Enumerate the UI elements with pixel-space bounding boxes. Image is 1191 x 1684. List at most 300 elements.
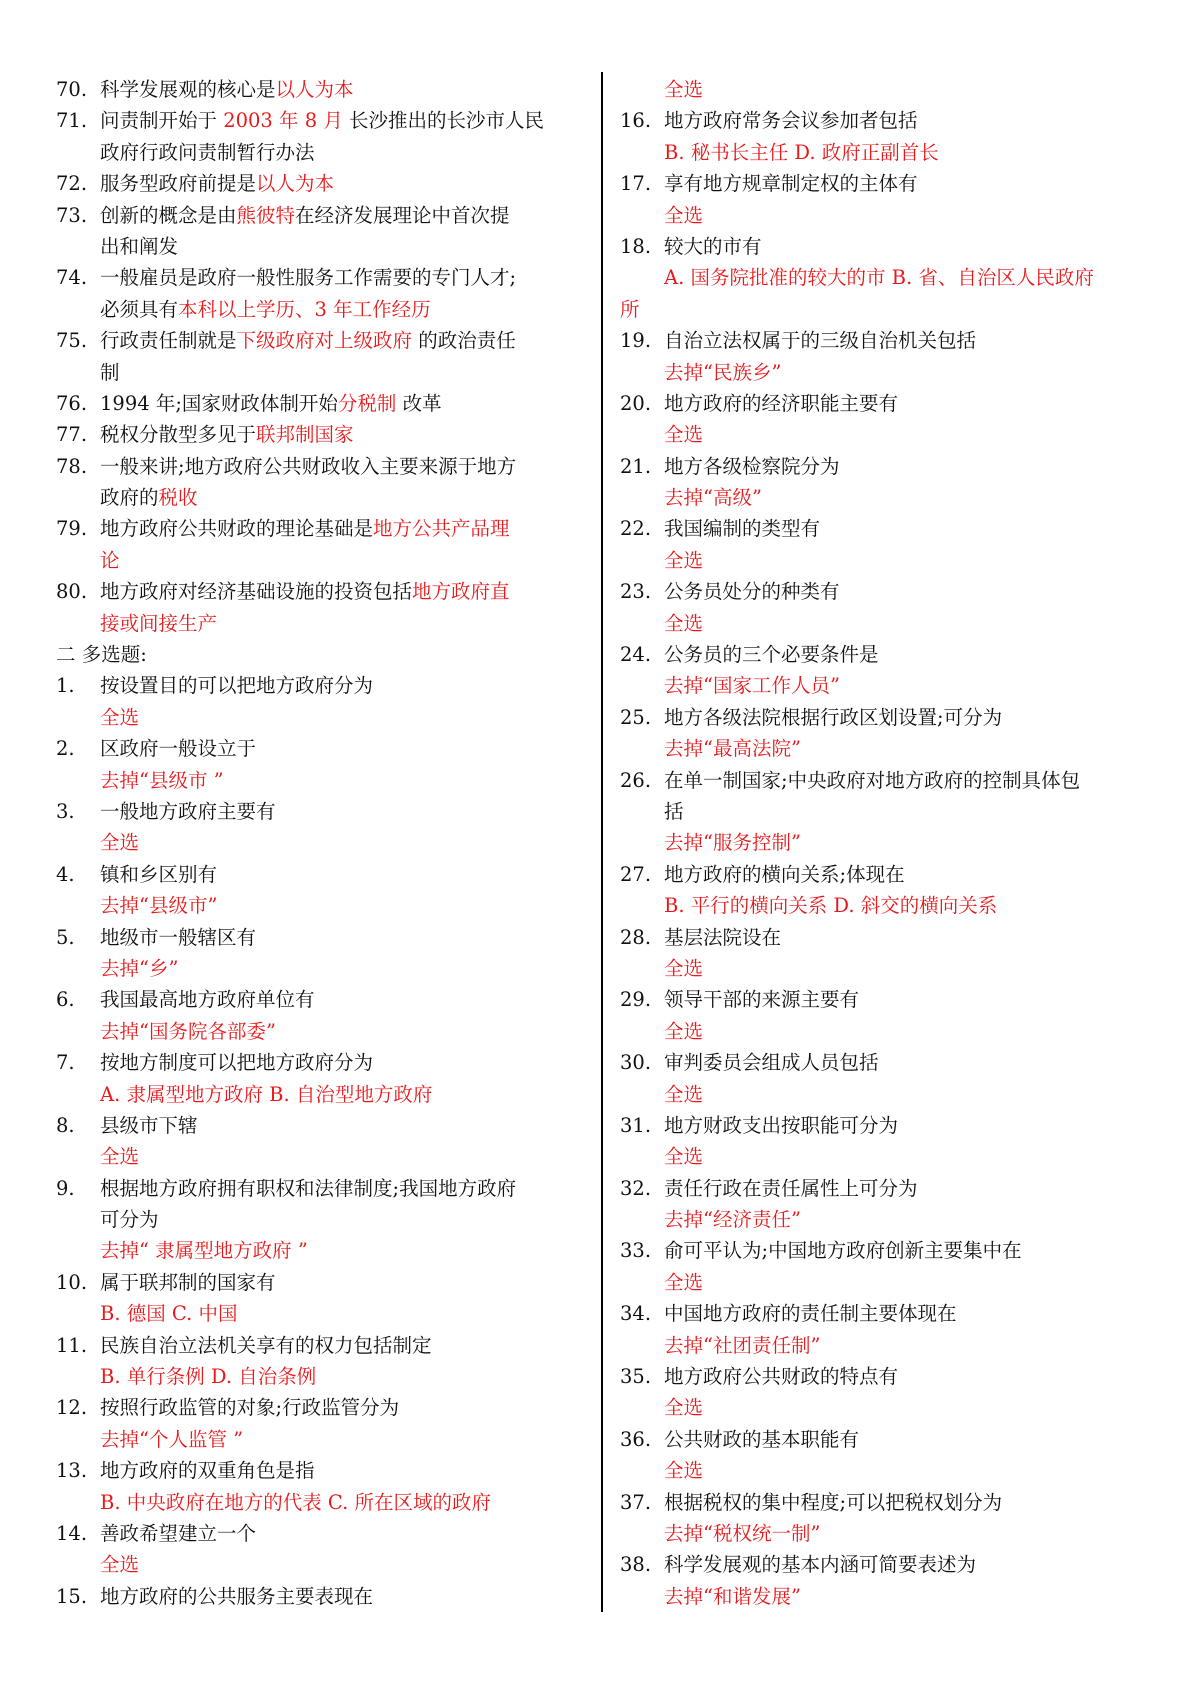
continuation-line [56,1487,576,1518]
continuation-line [620,1392,1140,1423]
line-text [100,262,516,293]
question-number: 9. [56,1176,75,1200]
answer-text: 去掉“民族乡” [664,360,782,384]
line-text [664,953,703,984]
question-number: 21. [620,454,652,478]
line-text [100,576,510,607]
question-number: 10. [56,1270,88,1294]
continuation-line [620,890,1140,921]
answer-text: 全选 [664,1270,704,1294]
question-number: 8. [56,1113,75,1137]
line-text [664,576,840,607]
continuation-line [56,357,576,388]
answer-text: 联邦制国家 [256,423,354,447]
line-text [100,513,510,544]
question-line [620,105,1140,136]
answer-text: 税收 [158,486,198,510]
question-text: 在单一制国家;中央政府对地方政府的控制具体包 [664,768,1081,792]
continuation-line [56,1141,576,1172]
question-line [56,1267,576,1298]
continuation-line [56,1298,576,1329]
line-text [664,200,703,231]
question-text: 在经济发展理论中首次提 [295,203,510,227]
line-text [100,1424,243,1455]
question-number: 12. [56,1396,88,1420]
question-text: 自治立法权属于的三级自治机关包括 [664,329,977,353]
question-number: 13. [56,1459,88,1483]
question-text: 地方政府公共财政的特点有 [664,1365,899,1389]
answer-text: 去掉“服务控制” [664,831,801,855]
question-number: 74. [56,266,88,290]
question-text: 根据税权的集中程度;可以把税权划分为 [664,1490,1003,1514]
question-number: 20. [620,391,652,415]
line-text [664,231,762,262]
line-text [664,733,801,764]
answer-text: 全选 [100,831,140,855]
question-text: 俞可平认为;中国地方政府创新主要集中在 [664,1239,1022,1263]
continuation-line [620,1518,1140,1549]
line-text [100,231,178,262]
line-text [100,137,315,168]
answer-text: 所 [620,297,640,321]
question-number: 6. [56,988,75,1012]
line-text [664,1518,820,1549]
question-line [620,168,1140,199]
question-line [620,1298,1140,1329]
line-text [664,1079,703,1110]
question-line [620,576,1140,607]
question-line [56,984,576,1015]
question-line [56,1581,576,1612]
continuation-line [620,262,1140,293]
question-number: 72. [56,172,88,196]
question-line [620,922,1140,953]
question-text: 出和阐发 [100,234,179,258]
question-line [56,576,576,607]
line-text [100,827,139,858]
line-text [664,1173,918,1204]
line-text [100,1204,159,1235]
answer-text: 本科以上学历、3 年工作经历 [178,297,431,321]
question-number: 37. [620,1490,652,1514]
question-text: 地方政府的双重角色是指 [100,1459,315,1483]
question-number: 16. [620,109,652,133]
answer-text: 去掉“国家工作人员” [664,674,840,698]
question-text: 公务员处分的种类有 [664,580,840,604]
answer-text: 地方政府直 [412,580,510,604]
question-line [56,1392,576,1423]
line-text [100,953,178,984]
line-text [664,922,781,953]
line-text [664,1392,703,1423]
line-text [664,419,703,450]
continuation-line [620,137,1140,168]
question-text: 地方政府的经济职能主要有 [664,391,899,415]
line-text [664,670,840,701]
line-text [664,1267,703,1298]
answer-text: 去掉“县级市” [100,894,218,918]
question-number: 79. [56,517,88,541]
question-text: 地方政府公共财政的理论基础是 [100,517,374,541]
continuation-line [620,74,1140,105]
line-text [664,262,1094,293]
question-line [620,1047,1140,1078]
answer-text: 全选 [664,78,704,101]
question-number: 24. [620,643,652,667]
continuation-line [56,639,576,670]
question-text: 地方各级法院根据行政区划设置;可分为 [664,705,1003,729]
question-text: 1994 年;国家财政体制开始 [100,391,338,415]
continuation-line [56,1079,576,1110]
line-text [100,922,256,953]
continuation-line [620,670,1140,701]
question-text: 长沙推出的长沙市人民 [342,109,545,133]
question-line [620,1235,1140,1266]
line-text [100,388,442,419]
question-number: 5. [56,925,75,949]
question-text: 科学发展观的核心是 [100,78,276,101]
continuation-line [620,1204,1140,1235]
question-number: 7. [56,1051,75,1075]
answer-text: 去掉“个人监管 ” [100,1427,244,1451]
line-text [56,639,147,670]
line-text [664,1235,1022,1266]
question-line [620,702,1140,733]
line-text [664,545,703,576]
continuation-line [56,1016,576,1047]
continuation-line [56,765,576,796]
line-text [100,1016,276,1047]
question-line [56,1455,576,1486]
line-text [100,1487,491,1518]
question-line [56,200,576,231]
question-number: 11. [56,1333,88,1357]
line-text [100,1267,276,1298]
question-number: 76. [56,391,88,415]
continuation-line [620,545,1140,576]
continuation-line [56,137,576,168]
question-text: 一般来讲;地方政府公共财政收入主要来源于地方 [100,454,517,478]
continuation-line [620,827,1140,858]
continuation-line [56,231,576,262]
line-text [100,1549,139,1580]
line-text [664,1424,859,1455]
question-line [56,168,576,199]
question-line [56,859,576,890]
question-text: 按地方制度可以把地方政府分为 [100,1051,374,1075]
question-text: 我国编制的类型有 [664,517,821,541]
line-text [664,451,840,482]
question-number: 36. [620,1427,652,1451]
question-number: 77. [56,423,88,447]
answer-text: 全选 [664,203,704,227]
question-text: 责任行政在责任属性上可分为 [664,1176,918,1200]
question-line [56,513,576,544]
line-text [664,984,859,1015]
answer-text: 论 [100,548,120,572]
question-line [620,639,1140,670]
question-text: 善政希望建立一个 [100,1521,257,1545]
answer-text: 全选 [664,1019,704,1043]
continuation-line [56,1424,576,1455]
continuation-line [620,1455,1140,1486]
answer-text: B. 秘书长主任 D. 政府正副首长 [664,140,939,164]
line-text [100,1581,373,1612]
question-number: 28. [620,925,652,949]
line-text [100,984,315,1015]
line-text [100,1298,238,1329]
question-text: 享有地方规章制定权的主体有 [664,172,918,196]
question-number: 35. [620,1365,652,1389]
question-number: 38. [620,1553,652,1577]
line-text [664,1581,801,1612]
line-text [100,1235,308,1266]
line-text [100,733,256,764]
line-text [100,1110,198,1141]
question-number: 17. [620,172,652,196]
line-text [100,545,120,576]
question-text: 服务型政府前提是 [100,172,257,196]
question-text: 行政责任制就是 [100,329,237,353]
line-text [100,1455,315,1486]
question-number: 3. [56,799,75,823]
line-text [620,294,640,325]
line-text [664,639,879,670]
continuation-line [56,294,576,325]
answer-text: 全选 [664,1459,704,1483]
line-text [664,357,781,388]
continuation-line [620,1141,1140,1172]
continuation-line [620,1581,1140,1612]
line-text [664,1487,1002,1518]
line-text [664,1110,898,1141]
question-text: 审判委员会组成人员包括 [664,1051,879,1075]
line-text [100,105,544,136]
answer-text: 全选 [664,423,704,447]
question-text: 创新的概念是由 [100,203,237,227]
line-text [664,827,801,858]
answer-text: B. 平行的横向关系 D. 斜交的横向关系 [664,894,998,918]
question-number: 34. [620,1302,652,1326]
continuation-line [620,1330,1140,1361]
line-text [664,1549,976,1580]
answer-text: 分税制 [337,391,397,415]
question-number: 75. [56,329,88,353]
answer-text: 去掉“国务院各部委” [100,1019,276,1043]
question-text: 地方政府对经济基础设施的投资包括 [100,580,413,604]
continuation-line [56,1361,576,1392]
continuation-line [56,608,576,639]
continuation-line [620,1079,1140,1110]
question-text: 必须具有 [100,297,179,321]
continuation-line [620,953,1140,984]
answer-text: 全选 [664,1396,704,1420]
question-line [56,1047,576,1078]
question-text: 税权分散型多见于 [100,423,257,447]
line-text [100,796,276,827]
line-text [664,74,703,105]
continuation-line [56,482,576,513]
question-text: 地方政府的横向关系;体现在 [664,862,905,886]
line-text [664,1330,820,1361]
line-text [100,294,431,325]
question-line [620,1487,1140,1518]
question-number: 30. [620,1051,652,1075]
answer-text: A. 隶属型地方政府 B. 自治型地方政府 [100,1082,433,1106]
question-text: 政府的 [100,486,159,510]
line-text [664,137,939,168]
question-line [620,1361,1140,1392]
question-text: 一般地方政府主要有 [100,799,276,823]
line-text [100,1330,432,1361]
question-text: 可分为 [100,1208,159,1232]
line-text [664,168,918,199]
question-line [620,388,1140,419]
question-line [56,922,576,953]
line-text [664,608,703,639]
left-column [56,74,576,1612]
line-text [100,482,198,513]
question-number: 78. [56,454,88,478]
line-text [664,1141,703,1172]
line-text [664,859,905,890]
line-text [100,890,217,921]
question-line [56,325,576,356]
question-text: 按照行政监管的对象;行政监管分为 [100,1396,400,1420]
question-text: 基层法院设在 [664,925,782,949]
continuation-line [620,200,1140,231]
question-line [56,1173,576,1204]
answer-text: 地方公共产品理 [373,517,510,541]
continuation-line [620,482,1140,513]
question-number: 14. [56,1521,88,1545]
line-text [664,890,997,921]
question-text: 我国最高地方政府单位有 [100,988,315,1012]
question-text: 领导干部的来源主要有 [664,988,860,1012]
line-text [100,670,373,701]
continuation-line [620,357,1140,388]
question-line [620,451,1140,482]
question-text: 问责制开始于 [100,109,224,133]
question-line [620,984,1140,1015]
question-line [56,1518,576,1549]
question-line [56,733,576,764]
question-text: 县级市下辖 [100,1113,198,1137]
question-number: 27. [620,862,652,886]
answer-text: 去掉“县级市 ” [100,768,224,792]
question-text: 括 [664,799,684,823]
question-text: 制 [100,360,120,384]
question-text: 地方政府常务会议参加者包括 [664,109,918,133]
line-text [100,1141,139,1172]
question-line [620,1173,1140,1204]
answer-text: B. 中央政府在地方的代表 C. 所在区域的政府 [100,1490,492,1514]
question-number: 26. [620,768,652,792]
answer-text: 接或间接生产 [100,611,218,635]
answer-text: 全选 [100,1553,140,1577]
line-text [664,702,1002,733]
question-line [56,388,576,419]
continuation-line [56,1235,576,1266]
answer-text: 熊彼特 [236,203,296,227]
answer-text: 全选 [664,956,704,980]
continuation-line [620,1267,1140,1298]
question-text: 地方财政支出按职能可分为 [664,1113,899,1137]
question-line [620,1549,1140,1580]
question-number: 25. [620,705,652,729]
continuation-line [620,733,1140,764]
question-text: 按设置目的可以把地方政府分为 [100,674,374,698]
answer-text: 以人为本 [256,172,335,196]
question-text: 中国地方政府的责任制主要体现在 [664,1302,957,1326]
answer-text: 全选 [664,611,704,635]
continuation-line [620,419,1140,450]
question-line [620,231,1140,262]
continuation-line [56,953,576,984]
question-line [56,1330,576,1361]
answer-text: 去掉“乡” [100,956,179,980]
line-text [100,200,510,231]
question-line [620,1424,1140,1455]
question-number: 32. [620,1176,652,1200]
line-text [100,325,516,356]
question-number: 33. [620,1239,652,1263]
answer-text: 以人为本 [275,78,354,101]
question-line [620,859,1140,890]
line-text [664,765,1080,796]
question-text: 公务员的三个必要条件是 [664,643,879,667]
answer-text: 去掉“最高法院” [664,737,801,761]
answer-text: 2003 年 8 月 [223,109,343,133]
line-text [664,513,820,544]
line-text [100,1173,516,1204]
question-line [620,513,1140,544]
question-text: 根据地方政府拥有职权和法律制度;我国地方政府 [100,1176,517,1200]
line-text [664,325,976,356]
question-text: 较大的市有 [664,234,762,258]
line-text [100,419,354,450]
line-text [100,1518,256,1549]
answer-text: 去掉“和谐发展” [664,1584,801,1608]
line-text [100,859,217,890]
question-text: 公共财政的基本职能有 [664,1427,860,1451]
question-number: 15. [56,1584,88,1608]
question-number: 73. [56,203,88,227]
continuation-line [56,1549,576,1580]
question-line [56,670,576,701]
question-text: 地方各级检察院分为 [664,454,840,478]
question-number: 2. [56,737,75,761]
question-number: 4. [56,862,75,886]
answer-text: 去掉“税权统一制” [664,1521,821,1545]
question-number: 19. [620,329,652,353]
question-line [56,796,576,827]
line-text [100,1047,373,1078]
answer-text: 去掉“社团责任制” [664,1333,821,1357]
question-text: 改革 [396,391,442,415]
line-text [100,608,217,639]
question-line [56,419,576,450]
question-number: 31. [620,1113,652,1137]
question-text: 二 多选题: [56,643,147,667]
question-text: 一般雇员是政府一般性服务工作需要的专门人才; [100,266,517,290]
question-line [620,1110,1140,1141]
answer-text: 全选 [100,1145,140,1169]
question-number: 71. [56,109,88,133]
continuation-line [620,796,1140,827]
continuation-line [56,702,576,733]
question-text: 科学发展观的基本内涵可简要表述为 [664,1553,977,1577]
